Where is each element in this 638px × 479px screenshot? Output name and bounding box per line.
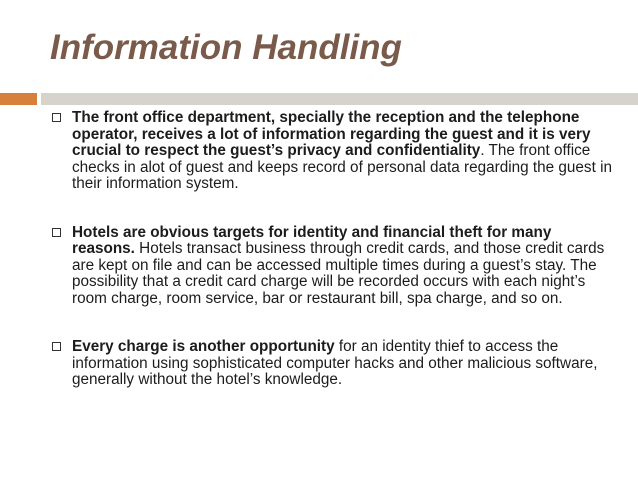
square-bullet-icon [52, 228, 61, 237]
bullet-item [52, 110, 612, 193]
title-accent-bar [0, 93, 37, 105]
bullet-item [52, 339, 612, 389]
title-divider-bar [41, 93, 638, 105]
square-bullet-icon [52, 342, 61, 351]
slide-title: Information Handling [50, 28, 402, 67]
bullet-body-text: . The front office checks in alot of guest and keeps record of personal data regarding the guest in their information system. [72, 142, 612, 192]
bullet-lead-text: Hotels are obvious targets for identity and financial theft for many reasons. [72, 223, 552, 257]
bullet-body-text: Hotels transact business through credit cards, and those credit cards are kept on file and can be accessed multiple times during a guest’s stay. The possibility that a credit card charge will be recorded occurs with each night’s room charge, room service, bar or restaurant bill, spa charge, and so on. [72, 240, 605, 307]
bullet-lead-text: Every charge is another opportunity [72, 338, 335, 355]
bullet-body-text: for an identity thief to access the information using sophisticated computer hacks and other malicious software, generally without the hotel’s knowledge. [72, 338, 598, 388]
bullet-lead-text: The front office department, specially the reception and the telephone operator, receives a lot of information regarding the guest and it is very crucial to respect the guest’s privacy and confidentiality [72, 109, 591, 159]
bullet-list [52, 110, 612, 389]
bullet-item [52, 225, 612, 308]
square-bullet-icon [52, 113, 61, 122]
